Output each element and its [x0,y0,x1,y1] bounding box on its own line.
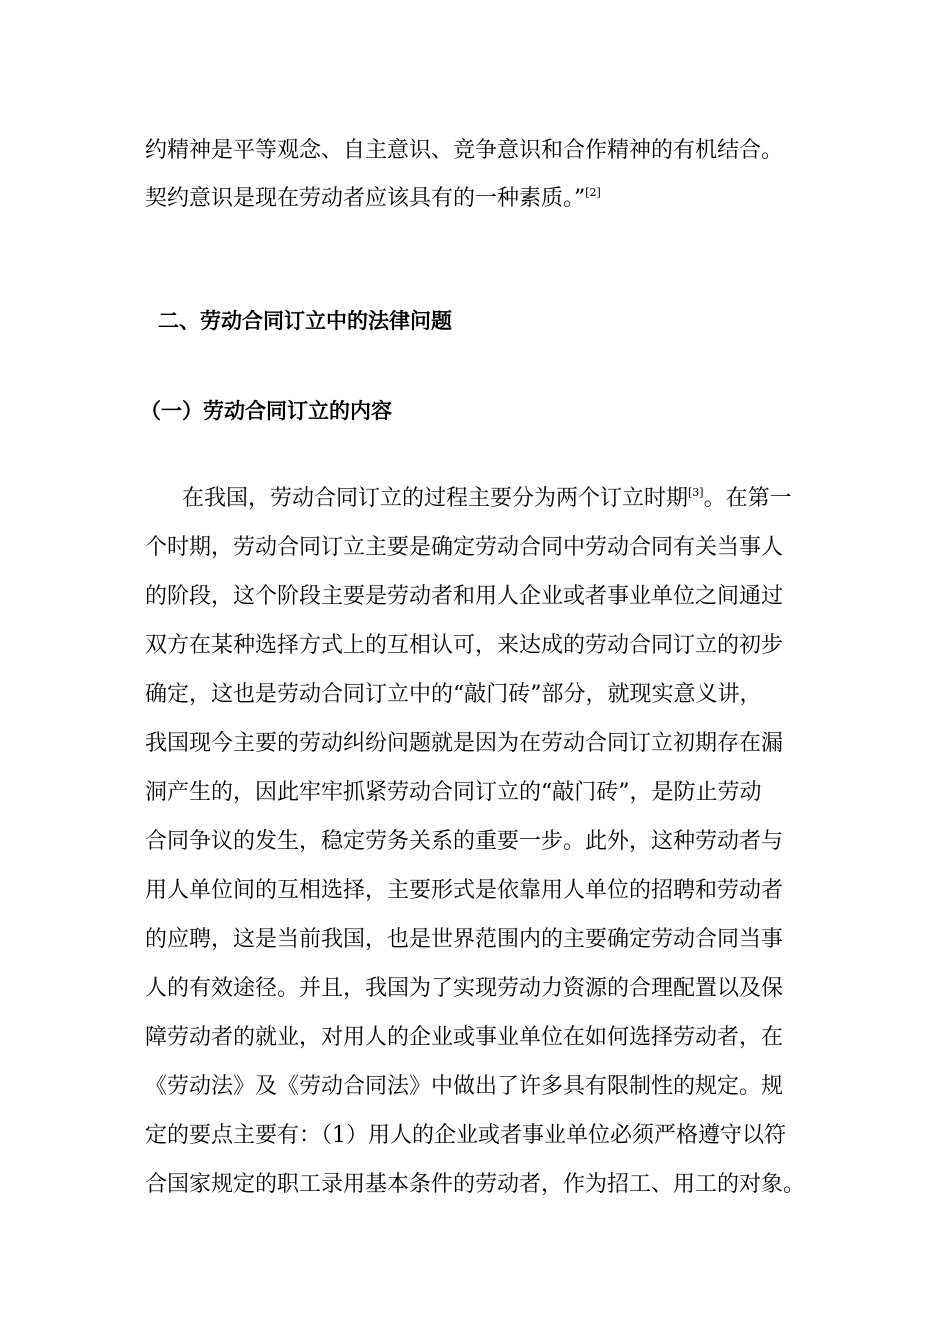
paragraph-line: 个时期，劳动合同订立主要是确定劳动合同中劳动合同有关当事人 [145,535,784,560]
paragraph-line: 确定，这也是劳动合同订立中的“敲门砖”部分，就现实意义讲， [145,682,762,707]
section-heading: 二、劳动合同订立中的法律问题 [158,309,452,333]
intro-line-2-text: 契约意识是现在劳动者应该具有的一种素质。” [145,186,586,211]
paragraph-line: 《劳动法》及《劳动合同法》中做出了许多具有限制性的规定。规 [145,1074,784,1099]
intro-line-1: 约精神是平等观念、自主意识、竞争意识和合作精神的有机结合。 [145,138,784,163]
paragraph-line: 用人单位间的互相选择，主要形式是依靠用人单位的招聘和劳动者 [145,878,784,903]
paragraph-line-first-text: 在我国，劳动合同订立的过程主要分为两个订立时期 [182,486,689,511]
paragraph-line: 洞产生的，因此牢牢抓紧劳动合同订立的“敲门砖”，是防止劳动 [145,780,762,805]
paragraph-line-first-tail: 。在第一 [703,486,792,511]
paragraph-line: 双方在某种选择方式上的互相认可，来达成的劳动合同订立的初步 [145,633,784,658]
subsection-heading: （一）劳动合同订立的内容 [140,399,392,423]
intro-line-2 [145,184,601,214]
citation-ref: [3] [688,486,704,499]
paragraph-line: 人的有效途径。并且，我国为了实现劳动力资源的合理配置以及保 [145,976,784,1001]
paragraph-line: 的阶段，这个阶段主要是劳动者和用人企业或者事业单位之间通过 [145,584,784,609]
paragraph-line: 合国家规定的职工录用基本条件的劳动者，作为招工、用工的对象。 [145,1172,806,1197]
citation-ref: [2] [585,186,601,199]
paragraph-line: 定的要点主要有：（1）用人的企业或者事业单位必须严格遵守以符 [145,1123,786,1148]
paragraph-line: 的应聘，这是当前我国，也是世界范围内的主要确定劳动合同当事 [145,927,784,952]
paragraph-line: 我国现今主要的劳动纠纷问题就是因为在劳动合同订立初期存在漏 [145,731,784,756]
paragraph-line: 障劳动者的就业，对用人的企业或事业单位在如何选择劳动者，在 [145,1025,784,1050]
paragraph-line-first [182,484,792,514]
paragraph-line: 合同争议的发生，稳定劳务关系的重要一步。此外，这种劳动者与 [145,829,784,854]
